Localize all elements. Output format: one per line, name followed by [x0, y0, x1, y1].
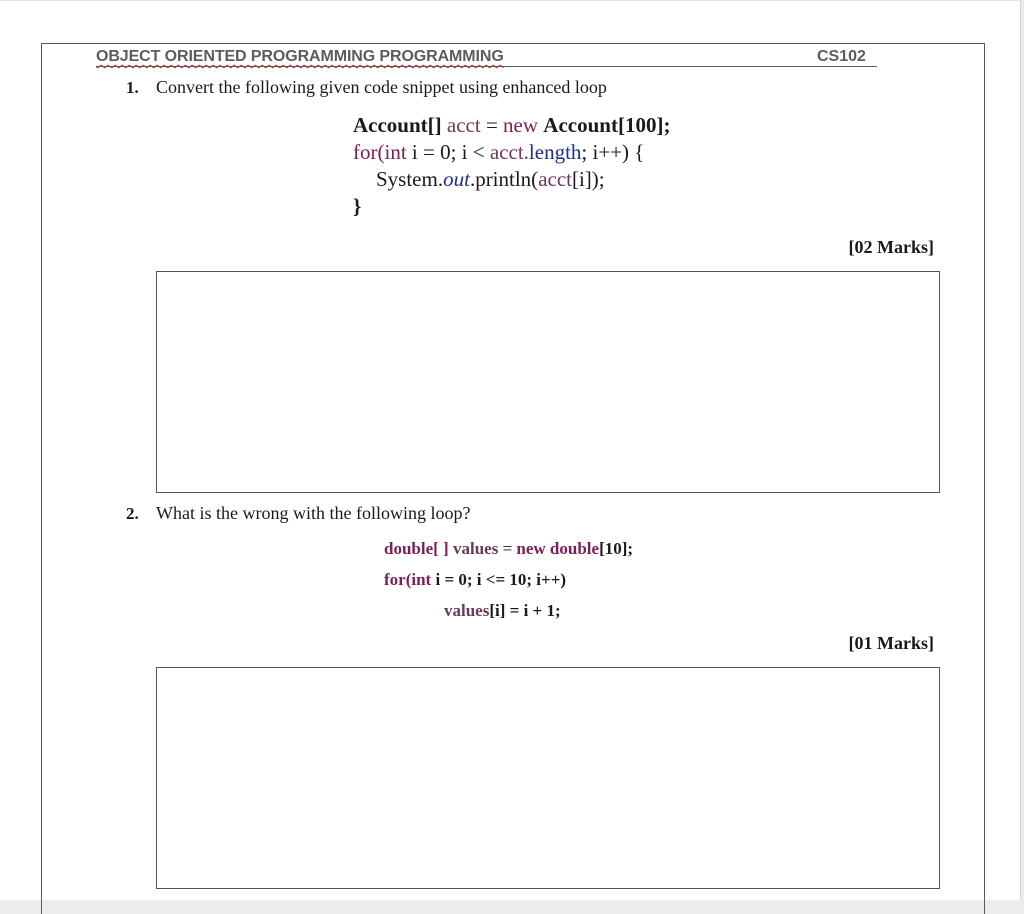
code-token: i = 0; i <= 10; i++) — [435, 570, 567, 589]
code-token: acct. — [489, 140, 529, 164]
header-rule — [96, 66, 877, 67]
code-token: length — [528, 140, 582, 164]
question-1-code-line-1 — [353, 112, 670, 139]
code-token: new double — [516, 539, 600, 558]
code-token: for — [353, 140, 378, 164]
question-2-code-line-3 — [444, 601, 561, 621]
code-token: Account[] — [353, 113, 442, 137]
code-token: (int — [377, 140, 412, 164]
code-token: = i + 1; — [509, 601, 561, 620]
code-token: new — [503, 113, 544, 137]
course-title: OBJECT ORIENTED PROGRAMMING PROGRAMMING — [96, 48, 504, 65]
question-2-marks: [01 Marks] — [848, 633, 934, 653]
question-1-text: Convert the following given code snippet using enhanced loop — [156, 77, 607, 97]
question-1-answer-box[interactable] — [156, 271, 940, 493]
code-token: acct — [538, 167, 572, 191]
question-1-code-line-4 — [353, 193, 361, 220]
code-token: ; i++) { — [581, 140, 645, 164]
course-code: CS102 — [817, 48, 866, 65]
question-1-code-line-2 — [353, 139, 644, 166]
code-token: [10]; — [599, 539, 634, 558]
code-token: out — [443, 167, 470, 191]
code-token: acct — [441, 113, 486, 137]
question-1-marks: [02 Marks] — [848, 237, 934, 257]
code-token: Account[100]; — [543, 113, 671, 137]
question-1-number: 1. — [126, 78, 139, 97]
code-token: [i]); — [571, 167, 605, 191]
code-token: System. — [376, 167, 444, 191]
question-2-text: What is the wrong with the following loop? — [156, 503, 471, 523]
question-2-code-line-1 — [384, 539, 633, 559]
question-2-answer-box[interactable] — [156, 667, 940, 889]
code-token: values — [452, 539, 499, 558]
code-token: = — [485, 113, 504, 137]
code-token: double[ ] — [384, 539, 453, 558]
question-2-number: 2. — [126, 504, 139, 523]
code-token: for(int — [384, 570, 436, 589]
code-token: .println( — [469, 167, 539, 191]
code-token: = — [498, 539, 517, 558]
code-token: } — [353, 194, 362, 218]
code-token: values — [444, 601, 490, 620]
code-token: i = 0; i < — [411, 140, 490, 164]
code-token: [i] — [489, 601, 510, 620]
question-1-code-line-3 — [376, 166, 605, 193]
question-2-code-line-2 — [384, 570, 566, 590]
